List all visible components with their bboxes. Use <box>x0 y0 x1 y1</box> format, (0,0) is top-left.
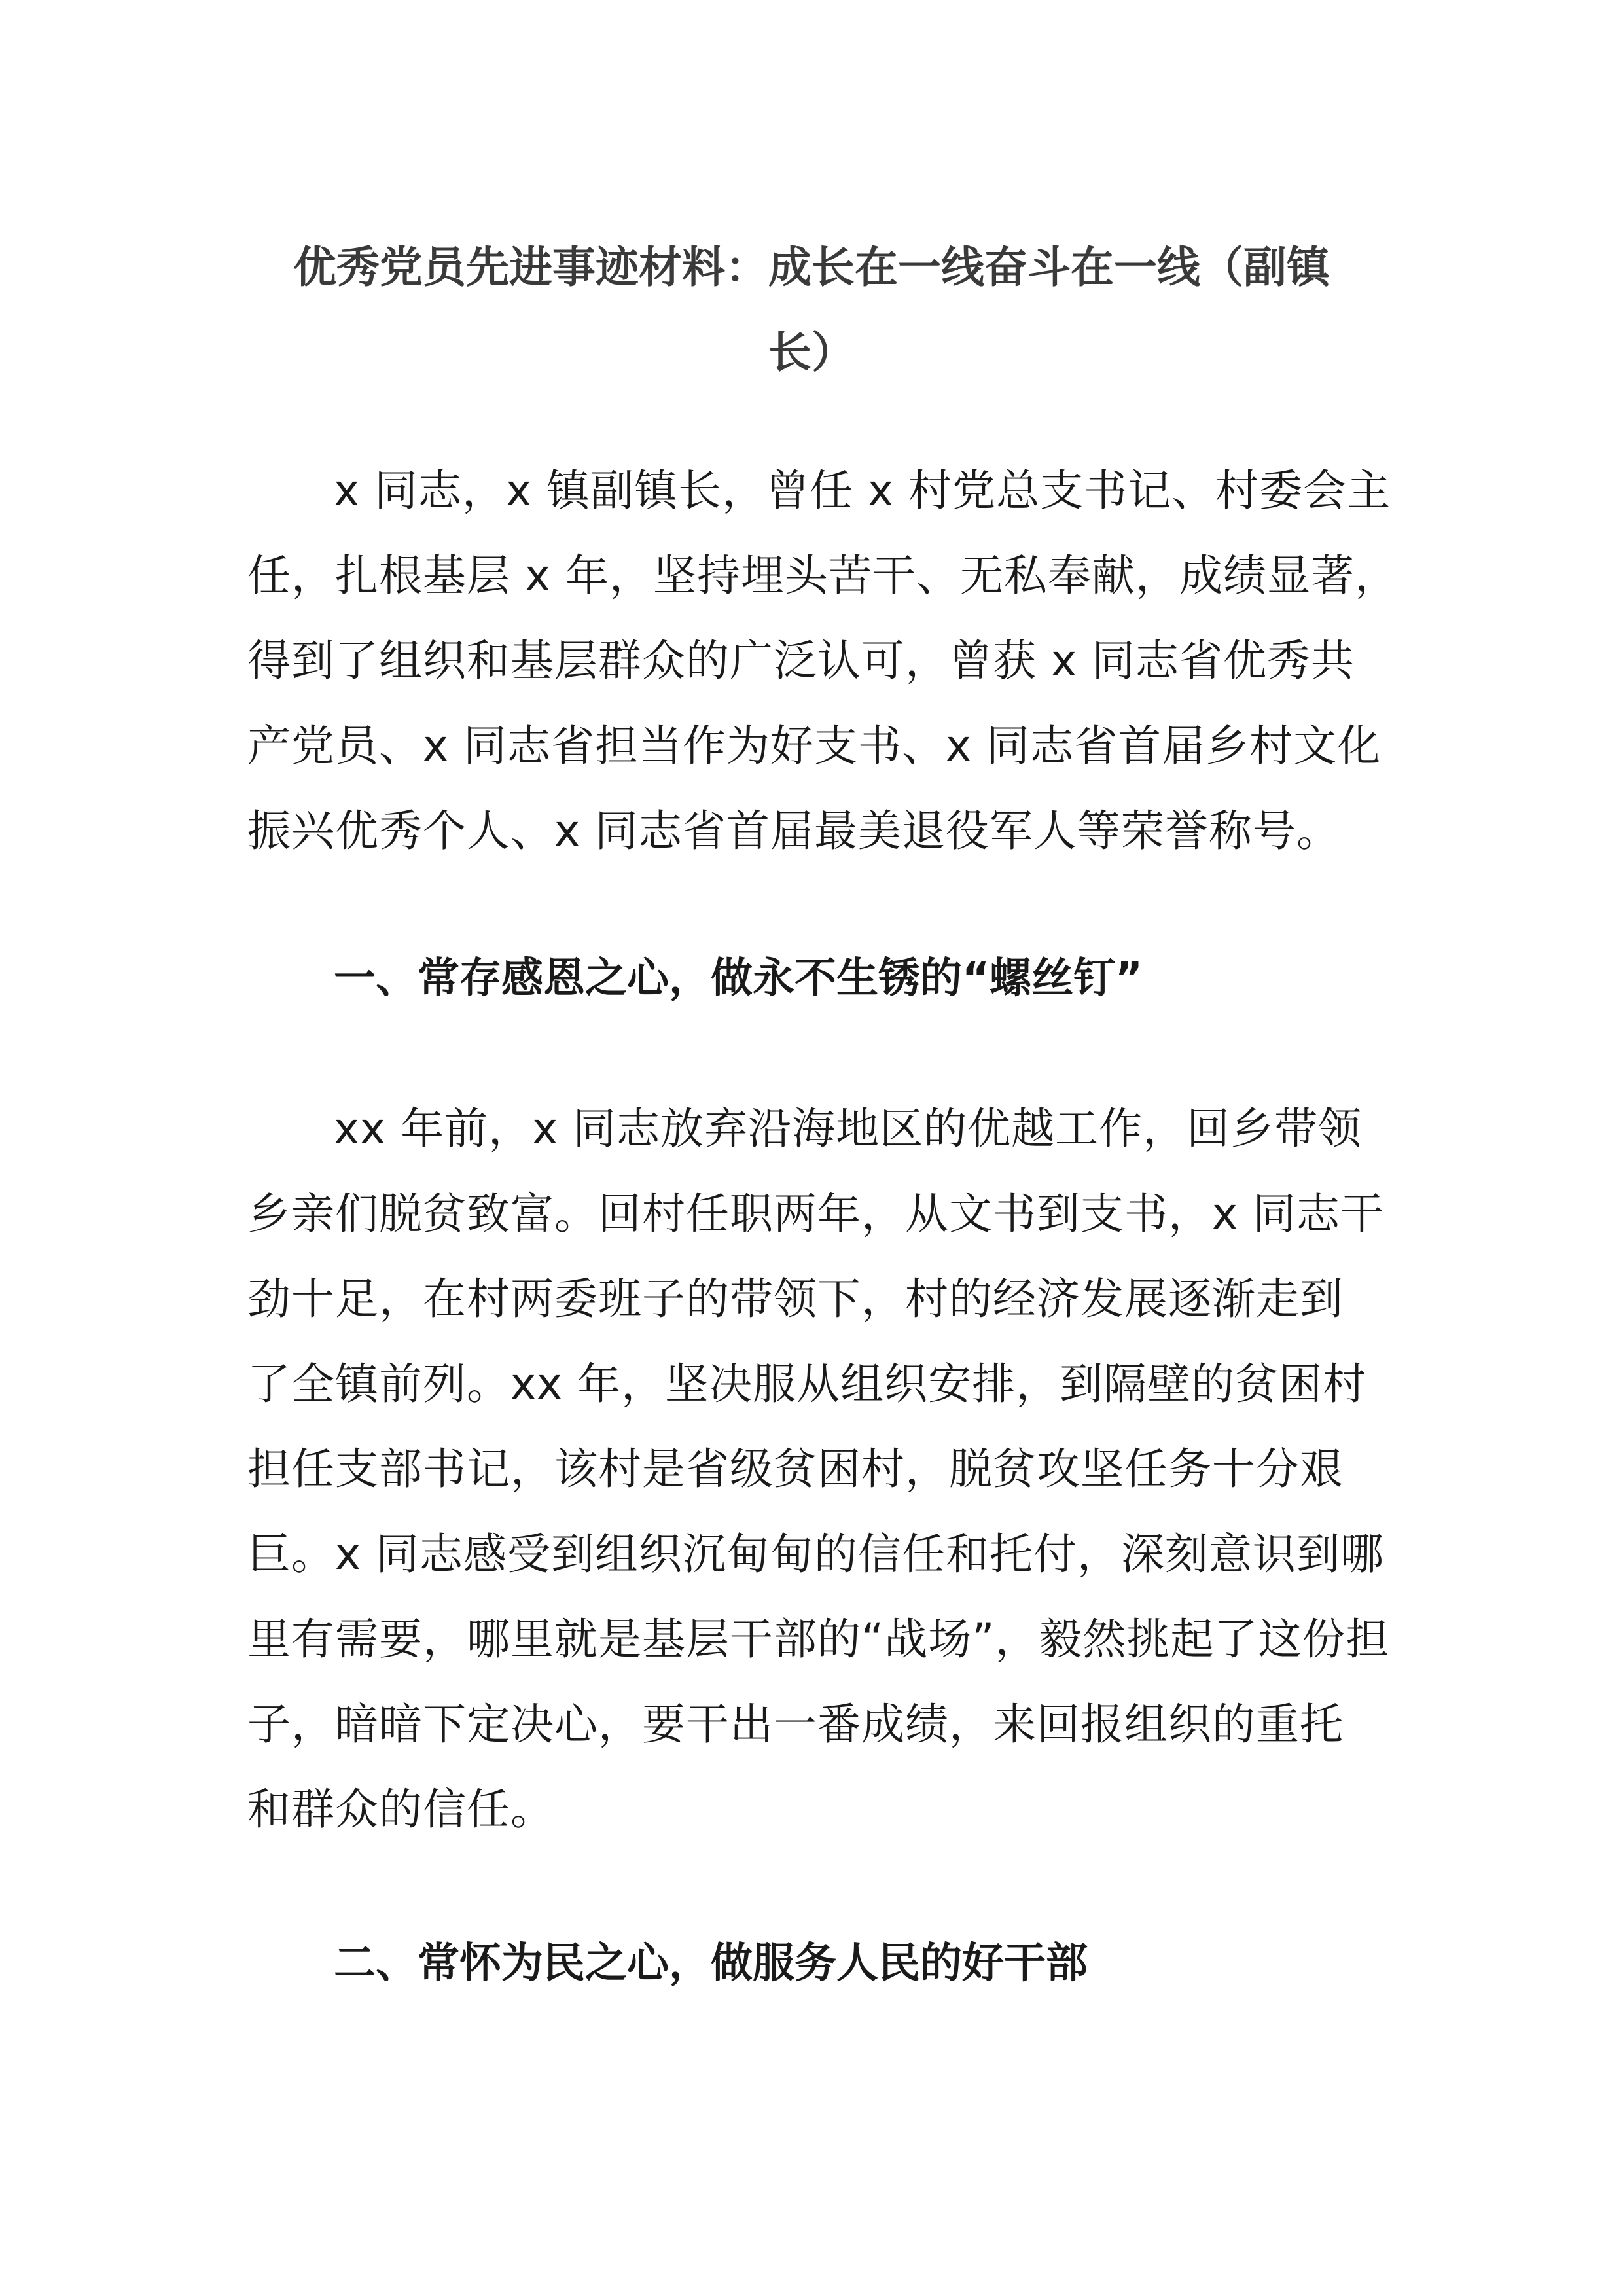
document-title-line-2: 长） <box>768 327 855 378</box>
paragraph-line: 得到了组织和基层群众的广泛认可，曾获 x 同志省优秀共 <box>247 636 1355 686</box>
paragraph-line: xx 年前，x 同志放弃沿海地区的优越工作，回乡带领 <box>334 1103 1363 1154</box>
paragraph-line: 产党员、x 同志省担当作为好支书、x 同志省首届乡村文化 <box>247 721 1382 771</box>
section-1-paragraph <box>247 1086 1399 1852</box>
paragraph-line: 劲十足，在村两委班子的带领下，村的经济发展逐渐走到 <box>247 1274 1344 1324</box>
paragraph-line: 振兴优秀个人、x 同志省首届最美退役军人等荣誉称号。 <box>247 806 1341 856</box>
paragraph-line: 担任支部书记，该村是省级贫困村，脱贫攻坚任务十分艰 <box>247 1444 1344 1494</box>
intro-paragraph <box>247 448 1399 874</box>
section-1-heading: 一、常存感恩之心，做永不生锈的“螺丝钉” <box>334 954 1143 1003</box>
paragraph-line: 了全镇前列。xx 年，坚决服从组织安排，到隔壁的贫困村 <box>247 1359 1367 1409</box>
paragraph-line: 任，扎根基层 x 年，坚持埋头苦干、无私奉献，成绩显著， <box>247 550 1399 601</box>
paragraph-line: 里有需要，哪里就是基层干部的“战场”，毅然挑起了这份担 <box>247 1614 1390 1664</box>
section-2-heading: 二、常怀为民之心，做服务人民的好干部 <box>334 1939 1088 1988</box>
paragraph-line: 子，暗暗下定决心，要干出一番成绩，来回报组织的重托 <box>247 1699 1344 1749</box>
paragraph-line: 乡亲们脱贫致富。回村任职两年，从文书到支书，x 同志干 <box>247 1189 1385 1239</box>
paragraph-line: x 同志，x 镇副镇长，曾任 x 村党总支书记、村委会主 <box>334 465 1391 516</box>
paragraph-line: 和群众的信任。 <box>247 1784 554 1835</box>
paragraph-line: 巨。x 同志感受到组织沉甸甸的信任和托付，深刻意识到哪 <box>247 1529 1385 1579</box>
document-title-line-1: 优秀党员先进事迹材料：成长在一线奋斗在一线（副镇 <box>293 242 1330 293</box>
